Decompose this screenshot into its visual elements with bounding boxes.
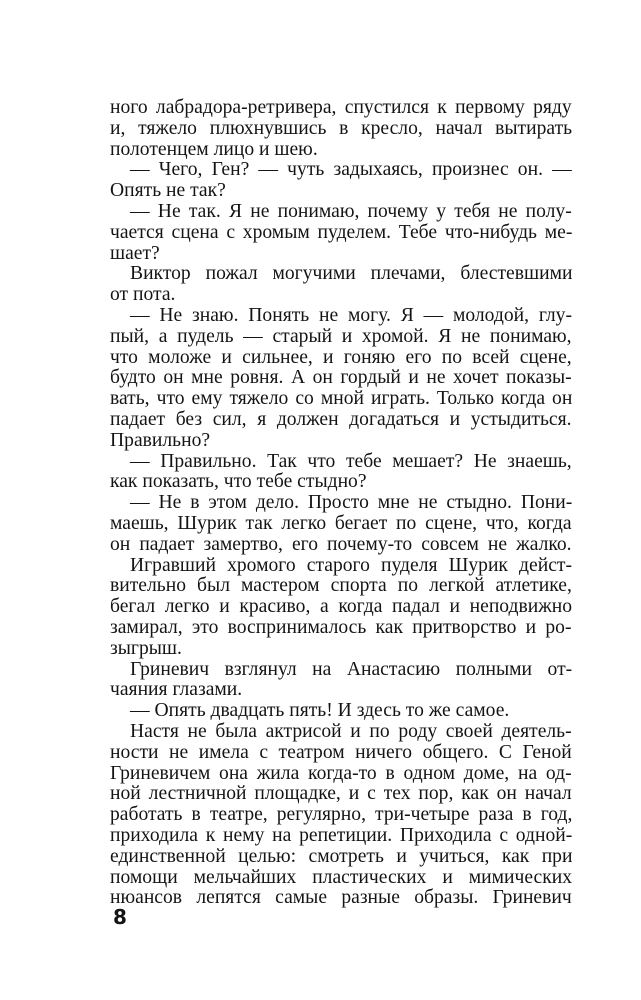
text-line: Гриневичем она жила когда-то в одном доме, на од- <box>110 762 572 784</box>
text-line: Опять не так? <box>110 180 226 202</box>
text-line: — Правильно. Так что тебе мешает? Не знаешь, <box>130 450 572 472</box>
text-line: Виктор пожал могучими плечами, блестевшими <box>130 263 573 285</box>
text-line: чаяния глазами. <box>110 679 243 701</box>
text-line: — Не так. Я не понимаю, почему у тебя не полу- <box>130 201 572 222</box>
text-line: бегал легко и красиво, а когда падал и неподвижно <box>110 596 573 618</box>
text-line: шает? <box>110 242 160 264</box>
text-line: и, тяжело плюхнувшись в кресло, начал вытирать <box>110 117 573 139</box>
text-line: замирал, это воспринималось как притворство и ро- <box>110 617 572 638</box>
text-line: что моложе и сильнее, и гоняю его по всей сцене, <box>110 346 572 368</box>
page-number: 8 <box>113 905 127 929</box>
text-line: пый, а пудель — старый и хромой. Я не понимаю, <box>110 325 572 347</box>
text-line: падает без сил, я должен догадаться и устыдиться. <box>110 409 572 430</box>
text-line: единственной целью: смотреть и учиться, как при <box>110 845 573 867</box>
text-line: он падает замертво, его почему-то совсем не жалко. <box>110 533 572 555</box>
text-line: зыгрыш. <box>110 637 182 659</box>
text-line: Настя не была актрисой и по роду своей деятель- <box>130 721 572 742</box>
text-line: маешь, Шурик так легко бегает по сцене, что, когда <box>110 513 572 534</box>
text-line: нюансов лепятся самые разные образы. Гриневич <box>110 887 572 909</box>
text-line: ной лестничной площадке, и с тех пор, как он начал <box>110 783 572 805</box>
text-line: работать в театре, регулярно, три-четыре раза в год, <box>110 804 573 826</box>
text-line: чается сцена с хромым пуделем. Тебе что-нибудь ме- <box>110 221 573 243</box>
text-line: полотенцем лицо и шею. <box>110 138 318 160</box>
text-line: — Не знаю. Понять не могу. Я — молодой, глу- <box>130 305 572 326</box>
text-line: ного лабрадора-ретривера, спустился к первому ряду <box>110 97 572 118</box>
text-line: Гриневич взглянул на Анастасию полными от- <box>130 658 573 680</box>
text-line: вать, что ему тяжело со мной играть. Только когда он <box>110 388 573 410</box>
text-line: вительно был мастером спорта по легкой атлетике, <box>110 575 572 597</box>
text-line: — Чего, Ген? — чуть задыхаясь, произнес он. — <box>130 159 572 181</box>
text-line: будто он мне ровня. А он гордый и не хочет показы- <box>110 367 572 389</box>
text-line: от пота. <box>110 284 176 306</box>
text-line: помощи мельчайших пластических и мимических <box>110 866 573 888</box>
text-line: как показать, что тебе стыдно? <box>110 471 367 493</box>
text-line: Правильно? <box>110 429 211 451</box>
text-line: приходила к нему на репетиции. Приходила с одной- <box>110 825 573 846</box>
text-line: — Не в этом дело. Просто мне не стыдно. Пони- <box>130 492 573 514</box>
text-line: — Опять двадцать пять! И здесь то же самое. <box>130 700 510 722</box>
text-line: ности не имела с театром ничего общего. С Геной <box>110 741 572 763</box>
text-line: Игравший хромого старого пуделя Шурик дейст- <box>130 554 572 576</box>
